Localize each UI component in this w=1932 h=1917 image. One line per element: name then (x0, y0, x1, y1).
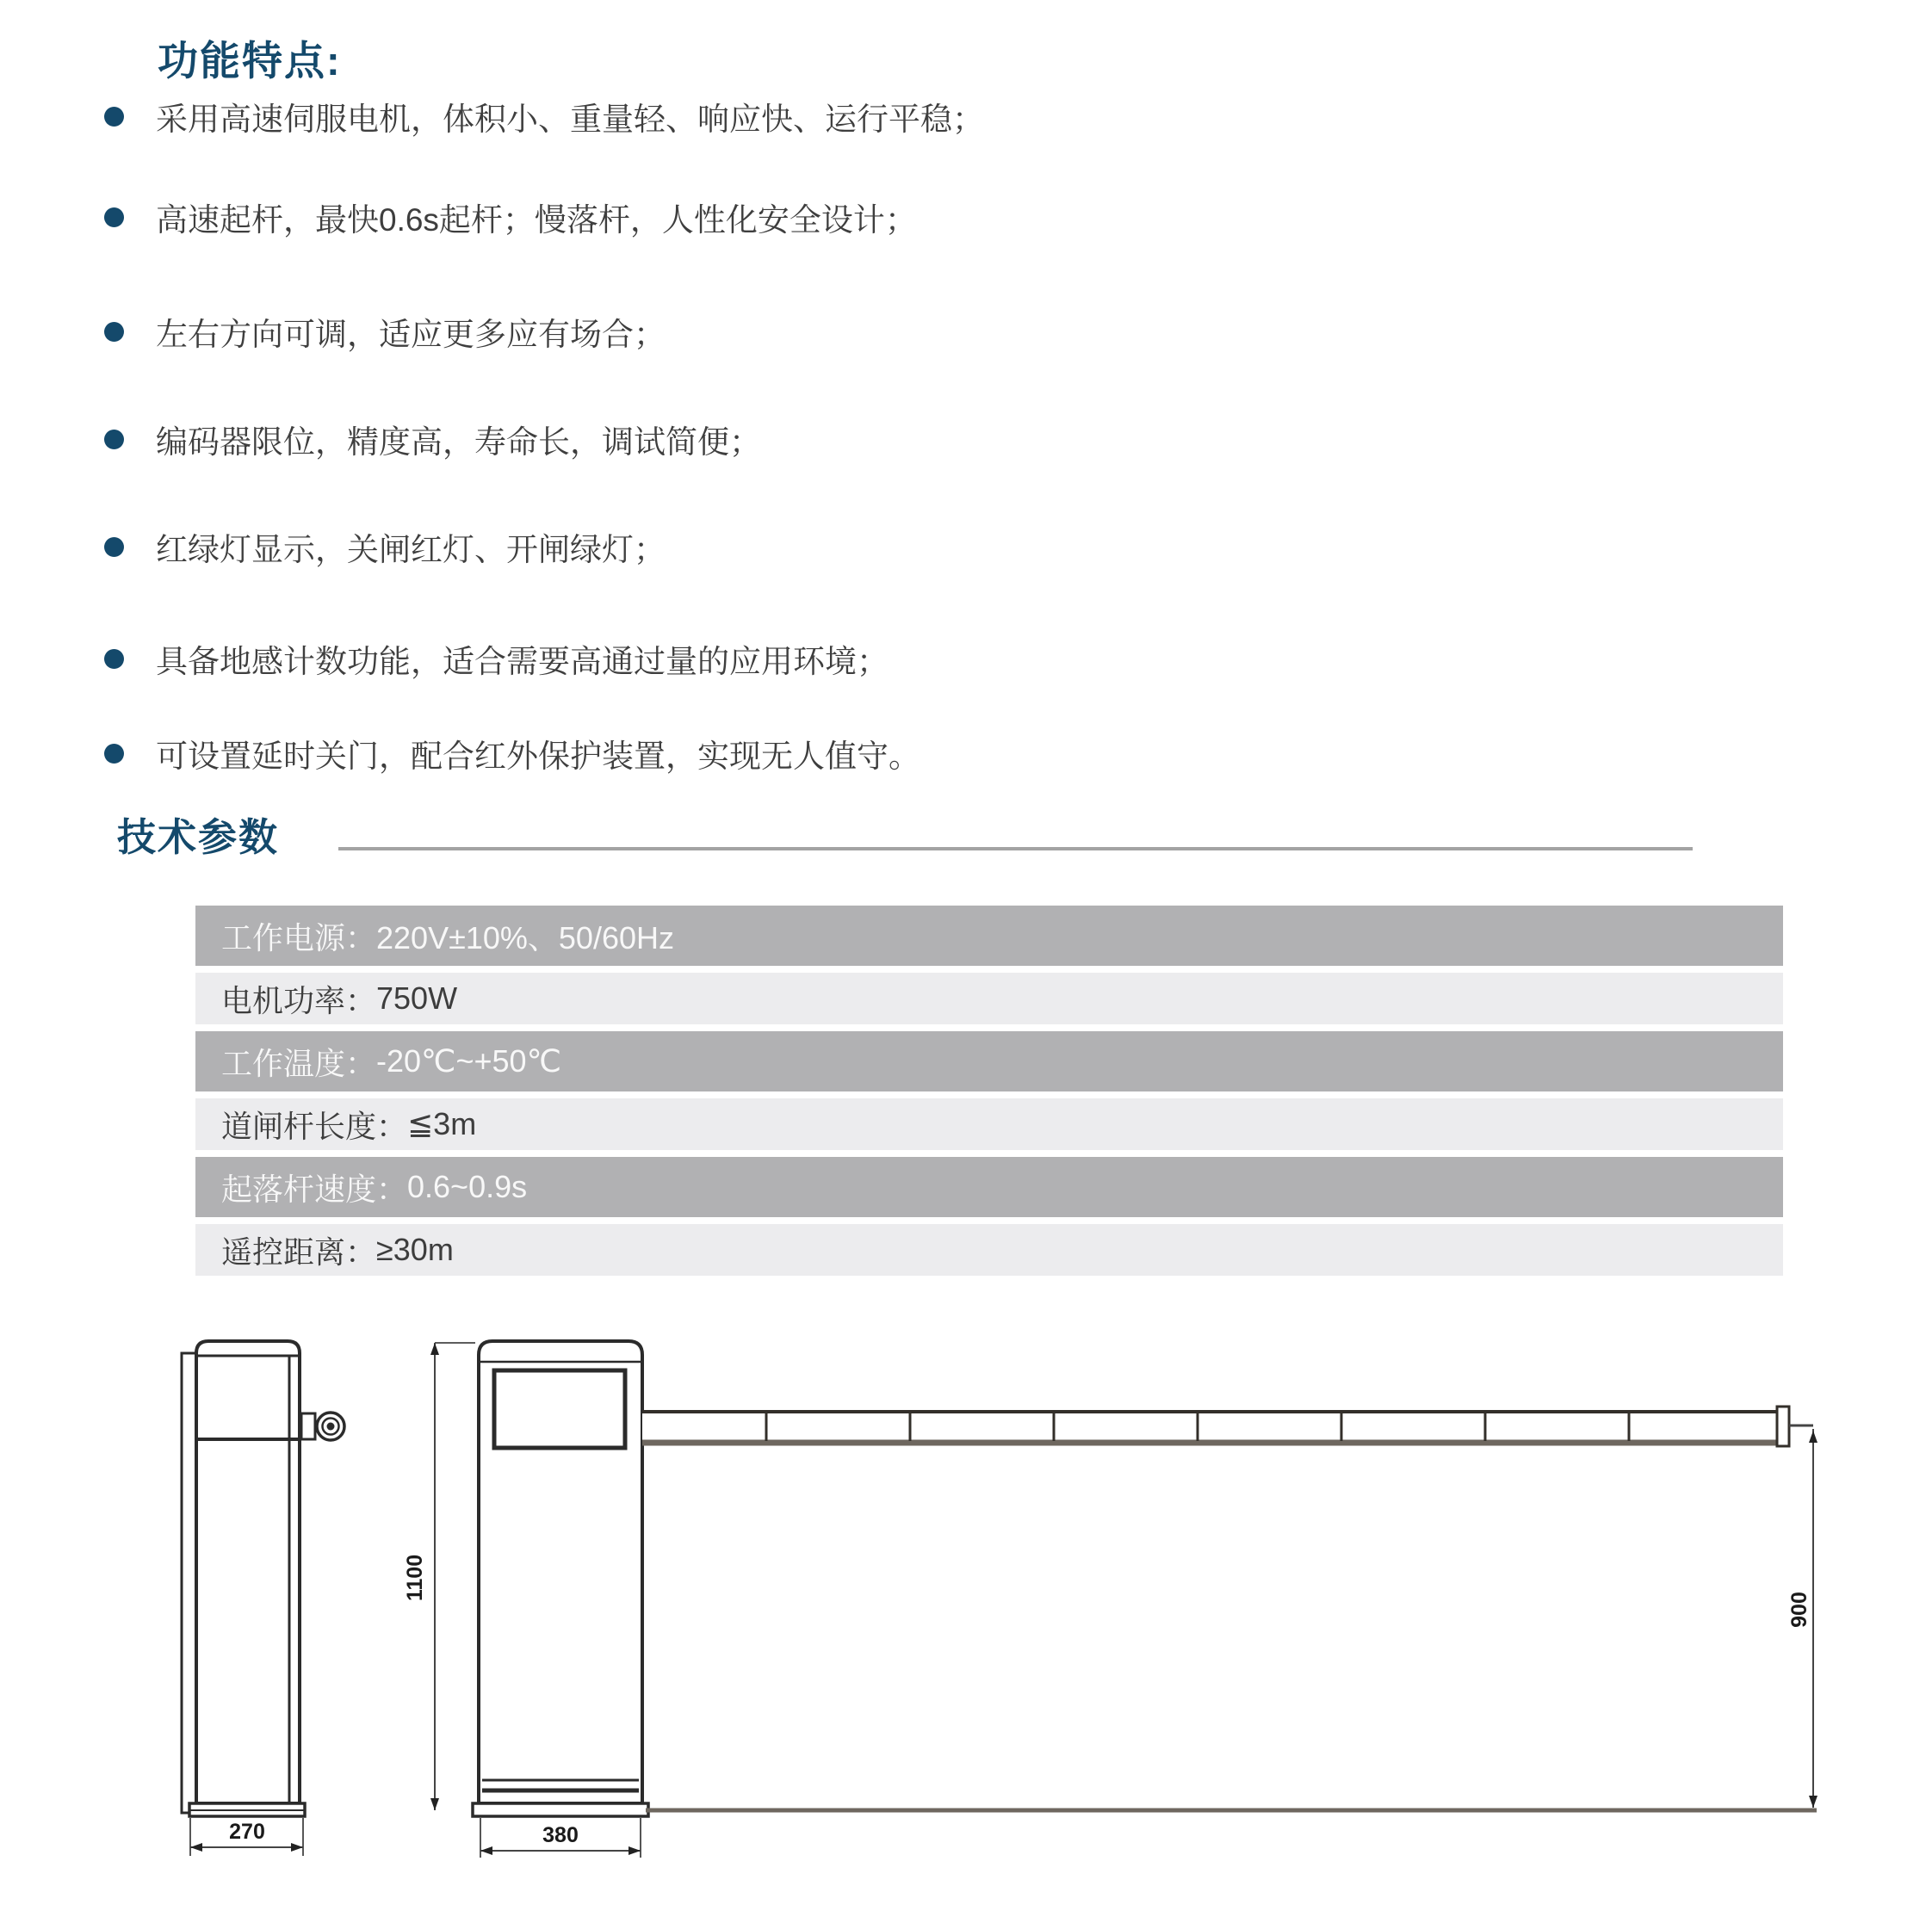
specs-divider (338, 847, 1693, 850)
spec-value: 0.6~0.9s (407, 1169, 528, 1204)
dim-arrow-up (1809, 1431, 1817, 1443)
spec-row-boom-length (195, 1098, 1783, 1150)
spec-value: ≥30m (376, 1232, 454, 1267)
feature-item (104, 96, 984, 137)
dim-270 (190, 1818, 303, 1856)
spec-value: ≦3m (407, 1106, 477, 1141)
feature-text: 可设置延时关门，配合红外保护装置，实现无人值守。 (156, 739, 920, 774)
spec-label: 工作温度： (221, 1045, 377, 1081)
spec-row-power-supply (195, 906, 1783, 966)
boom-end-cap (1777, 1407, 1789, 1446)
rotation-shaft-icon (327, 1423, 335, 1431)
side-view (182, 1341, 344, 1816)
dim-380-label: 380 (542, 1823, 579, 1847)
front-view (473, 1341, 648, 1816)
spec-label: 道闸杆长度： (221, 1108, 408, 1144)
dim-270-label: 270 (229, 1820, 265, 1844)
side-view-back-panel (182, 1353, 196, 1813)
boom-bar (642, 1412, 1777, 1441)
dimension-diagram (0, 1317, 1932, 1917)
bullet-icon (104, 649, 124, 669)
dim-900 (1787, 1425, 1817, 1808)
spec-label: 工作电源： (221, 919, 377, 955)
feature-text: 具备地感计数功能，适合需要高通过量的应用环境； (156, 644, 889, 679)
specs-title: 技术参数 (117, 815, 280, 859)
spec-label: 遥控距离： (221, 1234, 377, 1270)
dim-arrow-left (190, 1843, 202, 1852)
dim-900-label: 900 (1787, 1592, 1811, 1628)
feature-text: 左右方向可调，适应更多应有场合； (156, 317, 666, 352)
feature-item (104, 311, 666, 352)
feature-item (104, 526, 666, 567)
dim-arrow-right (291, 1843, 303, 1852)
feature-text: 高速起杆，最快0.6s起杆；慢落杆，人性化安全设计； (156, 202, 917, 238)
bullet-icon (104, 537, 124, 557)
feature-item (104, 418, 761, 460)
spec-value: -20℃~+50℃ (376, 1043, 561, 1079)
side-view-cabinet-outline (196, 1341, 300, 1803)
dim-1100 (403, 1343, 475, 1810)
spec-row-boom-speed (195, 1157, 1783, 1217)
spec-label: 电机功率： (221, 982, 377, 1018)
spec-value: 220V±10%、50/60Hz (376, 919, 674, 955)
spec-value: 750W (376, 980, 458, 1016)
dim-arrow-left (480, 1846, 492, 1855)
dim-arrow-down (430, 1798, 439, 1810)
feature-item (104, 733, 920, 774)
spec-label: 起落杆速度： (221, 1171, 408, 1207)
feature-text: 编码器限位，精度高，寿命长，调试简便； (156, 424, 761, 460)
bullet-icon (104, 322, 124, 342)
dim-1100-label: 1100 (403, 1554, 427, 1602)
dim-arrow-right (629, 1846, 641, 1855)
spec-row-motor-power (195, 973, 1783, 1024)
dim-380 (480, 1818, 641, 1858)
dim-arrow-up (430, 1343, 439, 1355)
front-view-base-plate (473, 1803, 648, 1816)
feature-item (104, 196, 917, 238)
bullet-icon (104, 430, 124, 449)
shaft-bracket (301, 1413, 315, 1439)
feature-item (104, 638, 889, 679)
spec-table (195, 906, 1783, 1283)
bullet-icon (104, 207, 124, 227)
bullet-icon (104, 744, 124, 764)
boom-arm (642, 1407, 1789, 1446)
dim-arrow-down (1809, 1796, 1817, 1808)
display-panel (494, 1370, 625, 1448)
feature-text: 采用高速伺服电机，体积小、重量轻、响应快、运行平稳； (156, 102, 984, 137)
bullet-icon (104, 107, 124, 127)
spec-row-remote-distance (195, 1224, 1783, 1276)
spec-row-working-temperature (195, 1031, 1783, 1091)
features-title: 功能特点: (158, 38, 342, 83)
feature-text: 红绿灯显示，关闸红灯、开闸绿灯； (156, 532, 666, 567)
